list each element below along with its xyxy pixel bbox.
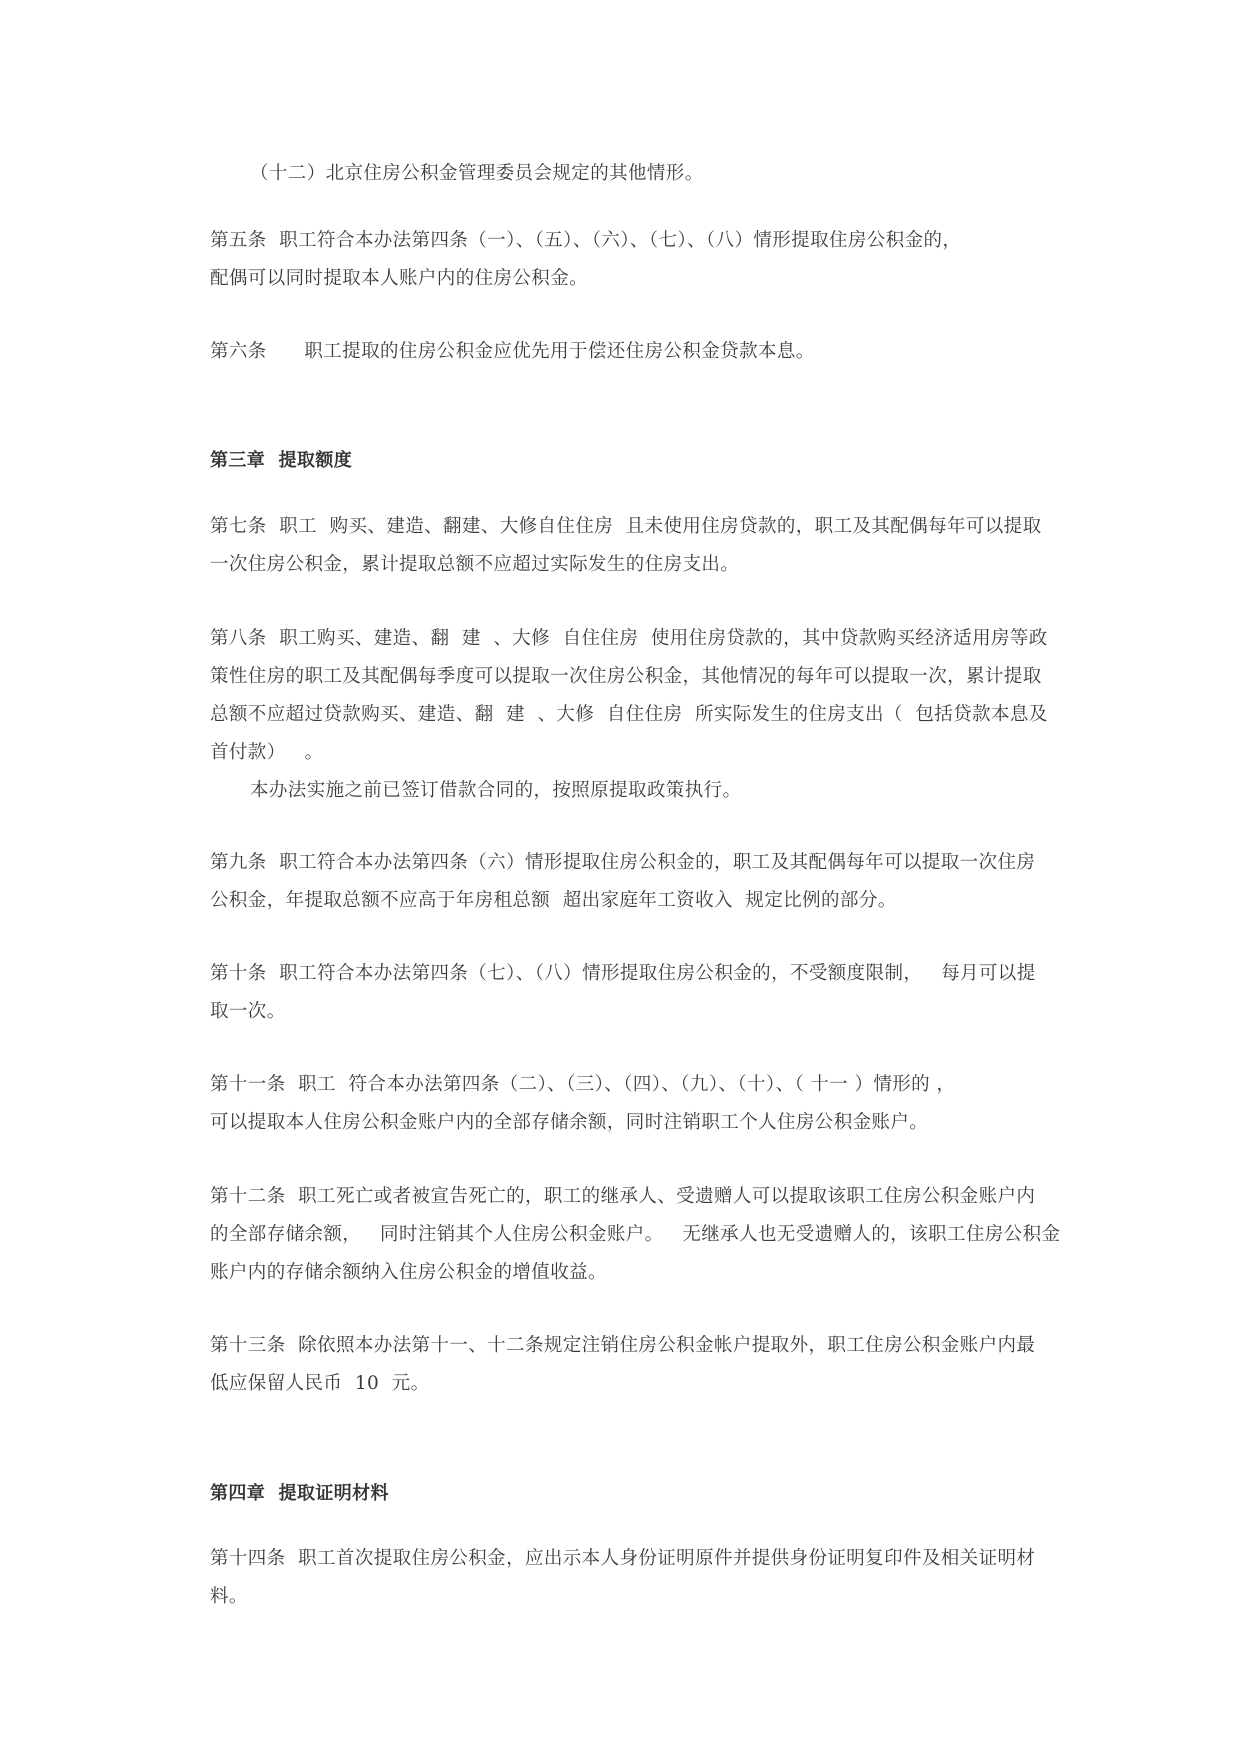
article-9-line-2: 公积金，年提取总额不应高于年房租总额 超出家庭年工资收入 规定比例的部分。 <box>210 890 897 911</box>
article-7-line-2: 一次住房公积金，累计提取总额不应超过实际发生的住房支出。 <box>210 554 740 575</box>
article-7-line-1: 第七条 职工 购买、建造、翻建、大修自住住房 且未使用住房贷款的，职工及其配偶每年可以提取 <box>210 516 1042 537</box>
article-8-line-3: 总额不应超过贷款购买、建造、翻 建 、大修 自住住房 所实际发生的住房支出（ 包括贷款本息及 <box>210 704 1048 725</box>
article-14-line-1: 第十四条 职工首次提取住房公积金，应出示本人身份证明原件并提供身份证明复印件及相关证明材 <box>210 1548 1036 1569</box>
article-11-line-1: 第十一条 职工 符合本办法第四条（二）、（三）、（四）、（九）、（十）、（ 十一 ）情形的 ， <box>210 1074 956 1095</box>
chapter-3-heading: 第三章 提取额度 <box>210 450 353 471</box>
article-8-line-4: 首付款） 。 <box>210 742 324 763</box>
article-5-line-1: 第五条 职工符合本办法第四条（一）、（五）、（六）、（七）、（八）情形提取住房公积金的， <box>210 230 962 251</box>
article-8-line-2: 策性住房的职工及其配偶每季度可以提取一次住房公积金，其他情况的每年可以提取一次，累计提取 <box>210 666 1042 687</box>
article-12-line-3: 账户内的存储余额纳入住房公积金的增值收益。 <box>210 1262 607 1283</box>
article-8-line-5: 本办法实施之前已签订借款合同的，按照原提取政策执行。 <box>250 780 742 801</box>
article-13-line-1: 第十三条 除依照本办法第十一、十二条规定注销住房公积金帐户提取外，职工住房公积金账户内最 <box>210 1335 1036 1356</box>
article-8-line-1: 第八条 职工购买、建造、翻 建 、大修 自住住房 使用住房贷款的，其中贷款购买经济适用房等政 <box>210 628 1048 649</box>
article-5-line-2: 配偶可以同时提取本人账户内的住房公积金。 <box>210 268 589 289</box>
article-11-line-2: 可以提取本人住房公积金账户内的全部存储余额，同时注销职工个人住房公积金账户。 <box>210 1112 929 1133</box>
article-10-line-2: 取一次。 <box>210 1001 286 1022</box>
article-10-line-1: 第十条 职工符合本办法第四条（七）、（八）情形提取住房公积金的，不受额度限制， 每月可以提 <box>210 963 1036 984</box>
article-9-line-1: 第九条 职工符合本办法第四条（六）情形提取住房公积金的，职工及其配偶每年可以提取一次住房 <box>210 852 1036 873</box>
item-12-text: （十二）北京住房公积金管理委员会规定的其他情形。 <box>250 163 704 184</box>
article-12-line-1: 第十二条 职工死亡或者被宣告死亡的，职工的继承人、受遗赠人可以提取该职工住房公积金账户内 <box>210 1186 1036 1207</box>
article-14-line-2: 料。 <box>210 1586 248 1607</box>
chapter-4-heading: 第四章 提取证明材料 <box>210 1483 389 1504</box>
article-6-text: 第六条 职工提取的住房公积金应优先用于偿还住房公积金贷款本息。 <box>210 341 815 362</box>
article-13-line-2: 低应保留人民币 10 元。 <box>210 1373 430 1394</box>
article-12-line-2: 的全部存储余额， 同时注销其个人住房公积金账户。 无继承人也无受遗赠人的，该职工住房公积金 <box>210 1224 1061 1245</box>
